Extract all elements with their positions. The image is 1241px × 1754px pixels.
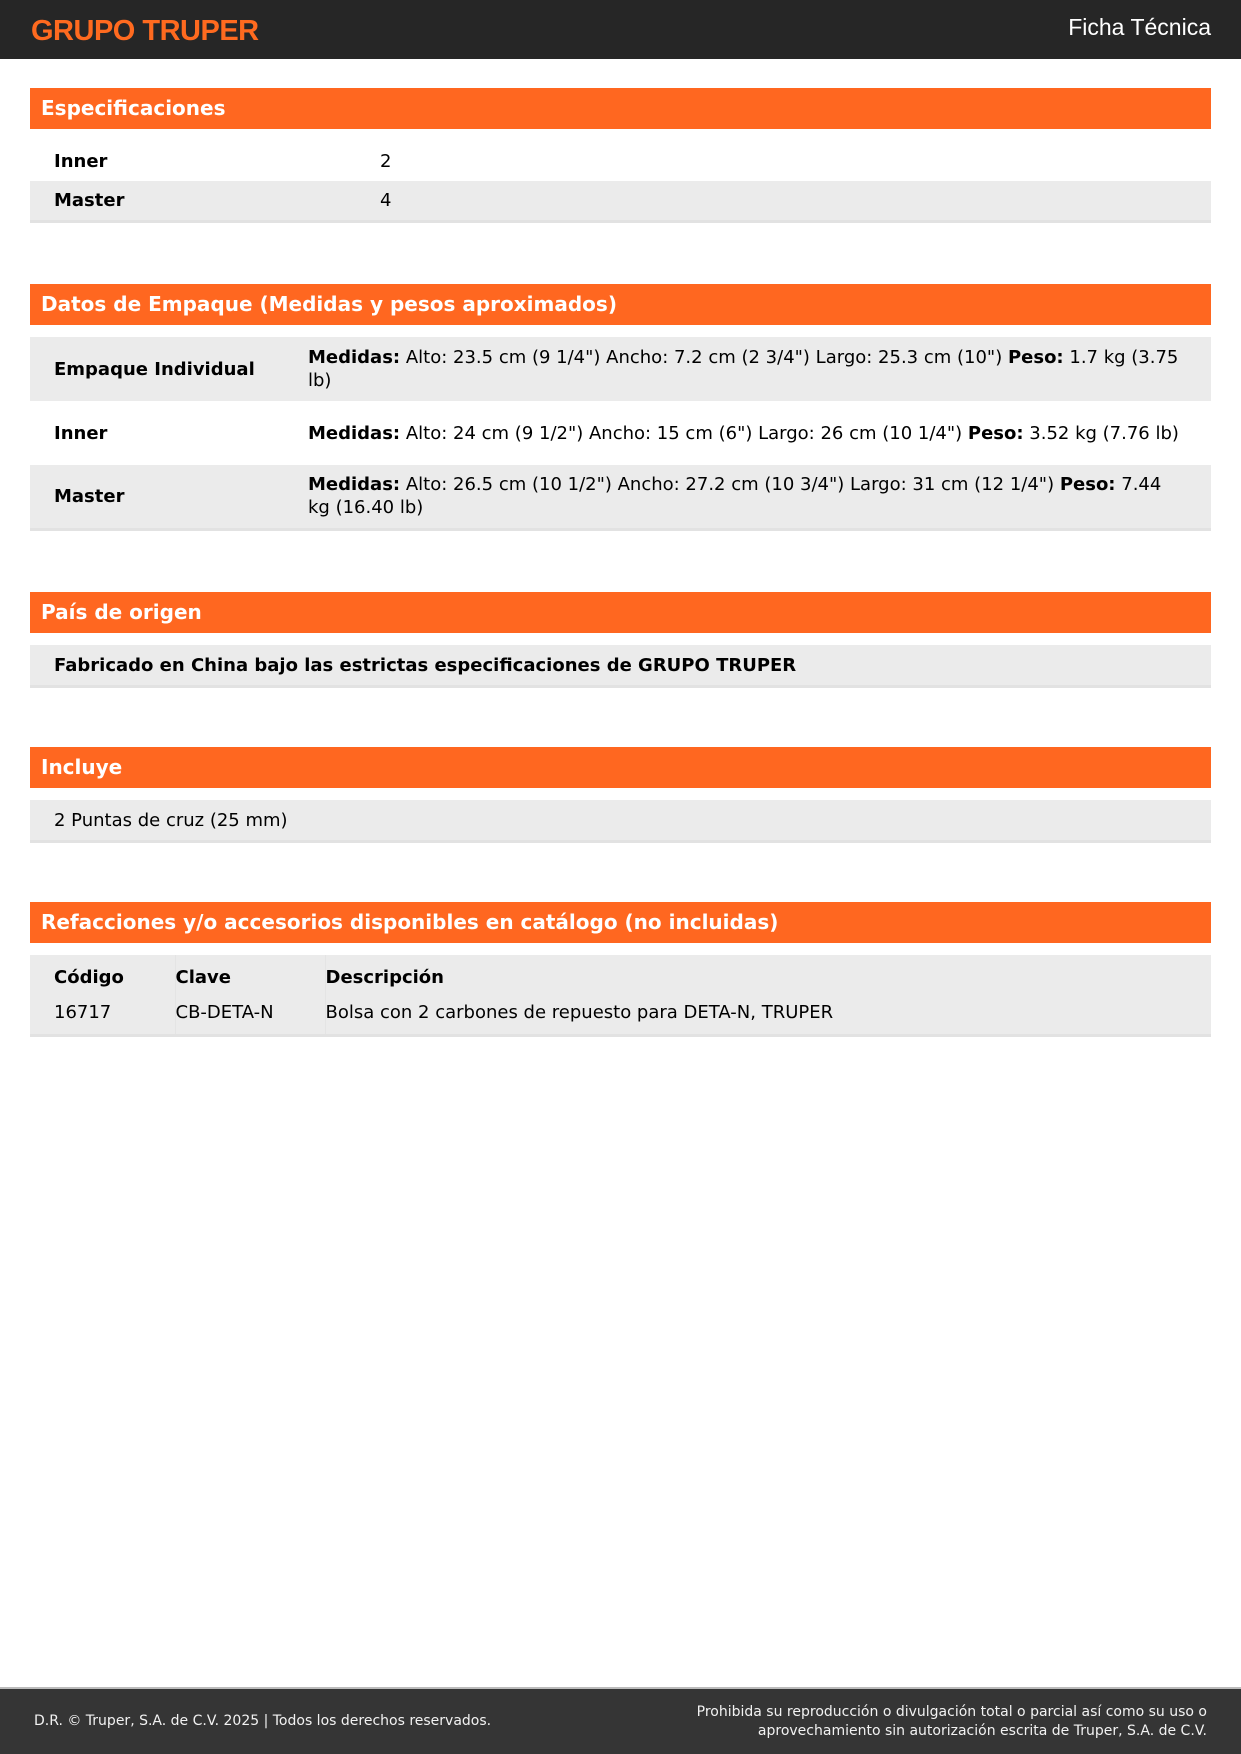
copyright-text: D.R. © Truper, S.A. de C.V. 2025 | Todos los derechos reservados. [34, 1713, 492, 1729]
document-title: Ficha Técnica [1068, 14, 1211, 40]
medidas-label: Medidas: [308, 474, 401, 496]
peso-label: Peso: [1059, 474, 1116, 496]
footer [0, 1687, 1241, 1754]
table-row [30, 465, 1211, 529]
peso-value: 1.7 kg (3.75 lb) [308, 347, 1179, 391]
table-row [30, 337, 1211, 401]
package-details [308, 465, 1211, 529]
table-row [30, 401, 1211, 465]
peso-label: Peso: [967, 422, 1024, 444]
legal-notice [647, 1703, 1207, 1741]
section-incluye [30, 747, 1211, 843]
header-bar [0, 0, 1241, 59]
origin-text: Fabricado en China bajo las estrictas especificaciones de GRUPO TRUPER [30, 645, 1211, 688]
medidas-label: Medidas: [308, 422, 401, 444]
section-heading: Incluye [30, 747, 1211, 788]
spec-value: 4 [380, 189, 392, 211]
spec-label: Inner [54, 150, 108, 172]
included-item: 2 Puntas de cruz (25 mm) [30, 800, 1211, 843]
section-especificaciones [30, 88, 1211, 223]
column-header-descripcion: Descripción [325, 966, 444, 988]
table-row [30, 181, 1211, 221]
peso-value: 7.44 kg (16.40 lb) [308, 474, 1162, 519]
package-type-label: Master [54, 485, 125, 507]
packaging-table [30, 337, 1211, 531]
section-pais-origen [30, 592, 1211, 688]
legal-notice-line-1: Prohibida su reproducción o divulgación total o parcial así como su uso o [696, 1704, 1207, 1720]
medidas-value: Alto: 23.5 cm (9 1/4") Ancho: 7.2 cm (2 3/4") Largo: 25.3 cm (10") [400, 347, 1008, 368]
parts-table [30, 955, 1211, 1037]
brand-logo: GRUPO TRUPER [31, 15, 259, 47]
section-heading: Refacciones y/o accesorios disponibles en catálogo (no incluidas) [30, 902, 1211, 943]
peso-label: Peso: [1007, 347, 1064, 368]
spec-table [30, 141, 1211, 223]
peso-value: 3.52 kg (7.76 lb) [1023, 422, 1179, 444]
section-refacciones [30, 902, 1211, 1037]
part-clave: CB-DETA-N [175, 995, 325, 1035]
package-details [308, 401, 1211, 465]
medidas-label: Medidas: [308, 347, 401, 368]
medidas-value: Alto: 24 cm (9 1/2") Ancho: 15 cm (6") Largo: 26 cm (10 1/4") [400, 422, 968, 444]
spec-label: Master [54, 189, 125, 211]
section-datos-empaque [30, 284, 1211, 531]
legal-notice-line-2: aprovechamiento sin autorización escrita de Truper, S.A. de C.V. [757, 1723, 1207, 1739]
section-heading: Datos de Empaque (Medidas y pesos aproximados) [30, 284, 1211, 325]
table-row [30, 995, 1211, 1035]
column-header-clave: Clave [175, 955, 325, 995]
table-row [30, 141, 1211, 181]
part-codigo: 16717 [30, 995, 175, 1035]
section-heading: Especificaciones [30, 88, 1211, 129]
part-descripcion: Bolsa con 2 carbones de repuesto para DETA-N, TRUPER [325, 1001, 834, 1023]
table-header-row [30, 955, 1211, 995]
package-details [308, 337, 1211, 401]
column-header-codigo: Código [30, 955, 175, 995]
package-type-label: Empaque Individual [54, 358, 255, 380]
package-type-label: Inner [54, 422, 108, 444]
spec-value: 2 [380, 150, 392, 172]
section-heading: País de origen [30, 592, 1211, 633]
medidas-value: Alto: 26.5 cm (10 1/2") Ancho: 27.2 cm (10 3/4") Largo: 31 cm (12 1/4") [400, 474, 1060, 496]
